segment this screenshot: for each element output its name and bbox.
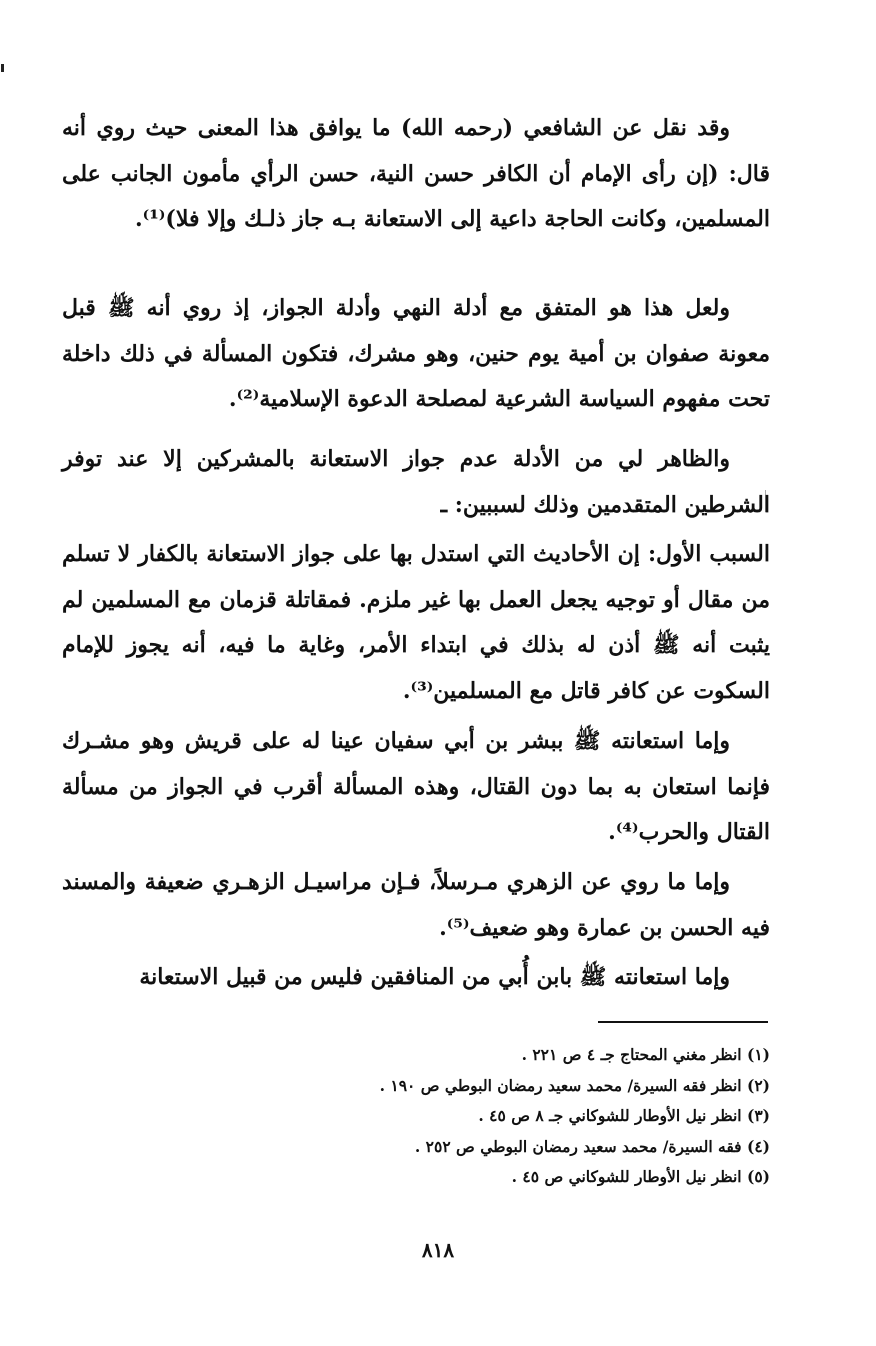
- paragraph-4: [62, 532, 770, 714]
- footnote-3: (٣) انظر نيل الأوطار للشوكاني جـ ٨ ص ٤٥ .: [478, 1106, 770, 1125]
- paragraph-2: ولعل هذا هو المتفق مع أدلة النهي وأدلة الجواز، إذ روي أنه ﷺ قبل معونة صفوان بن أمية يوم حنين، وهو مشرك، فتكون المسألة في ذلك داخلة تحت مفهوم السياسة الشرعية لمصلحة الدعوة الإسلامية⁽²⁾.: [62, 295, 770, 412]
- paragraph-7: وإما استعانته ﷺ بابن أُبي من المنافقين فليس من قبيل الاستعانة: [139, 964, 730, 990]
- footnote-5: (٥) انظر نيل الأوطار للشوكاني ص ٤٥ .: [511, 1167, 770, 1186]
- footnote-1: (١) انظر مغني المحتاج جـ ٤ ص ٢٢١ .: [521, 1045, 770, 1064]
- footnote-separator: [598, 1021, 768, 1023]
- paragraph-1: وقد نقل عن الشافعي (رحمه الله) ما يوافق هذا المعنى حيث روي أنه قال: (إن رأى الإمام أن الكافر حسن النية، حسن الرأي مأمون الجانب على المسلمين، وكانت الحاجة داعية إلى الاستعانة بـه جاز ذلـك وإلا فلا)⁽¹⁾.: [62, 115, 770, 232]
- margin-mark: [1, 64, 4, 72]
- reason-label: السبب الأول:: [647, 541, 771, 567]
- footnote-4: (٤) فقه السيرة/ محمد سعيد رمضان البوطي ص ٢٥٢ .: [414, 1136, 770, 1156]
- paragraph-3: والظاهر لي من الأدلة عدم جواز الاستعانة بالمشركين إلا عند توفر الشرطين المتقدمين وذلك لسببين: ـ: [62, 446, 770, 518]
- footnote-2: (٢) انظر فقه السيرة/ محمد سعيد رمضان البوطي ص ١٩٠ .: [379, 1075, 770, 1095]
- paragraph-6: وإما ما روي عن الزهري مـرسلاً، فـإن مراسيـل الزهـري ضعيفة والمسند فيه الحسن بن عمارة وهو ضعيف⁽⁵⁾.: [62, 869, 770, 941]
- page-number: ٨١٨: [421, 1238, 455, 1262]
- footnotes: [100, 1040, 770, 1193]
- paragraph-5: وإما استعانته ﷺ ببشر بن أبي سفيان عينا له على قريش وهو مشـرك فإنما استعان به بما دون القتال، وهذه المسألة أقرب في الجواز من مسألة القتال والحرب⁽⁴⁾.: [62, 728, 770, 845]
- paragraph-4-text: إن الأحاديث التي استدل بها على جواز الاستعانة بالكفار لا تسلم من مقال أو توجيه يجعل العمل بها غير ملزم. فمقاتلة قزمان مع المسلمين لم يثبت أنه ﷺ أذن له بذلك في ابتداء الأمر، وغاية ما فيه، أنه يجوز للإمام السكوت عن كافر قاتل مع المسلمين⁽³⁾.: [62, 541, 770, 704]
